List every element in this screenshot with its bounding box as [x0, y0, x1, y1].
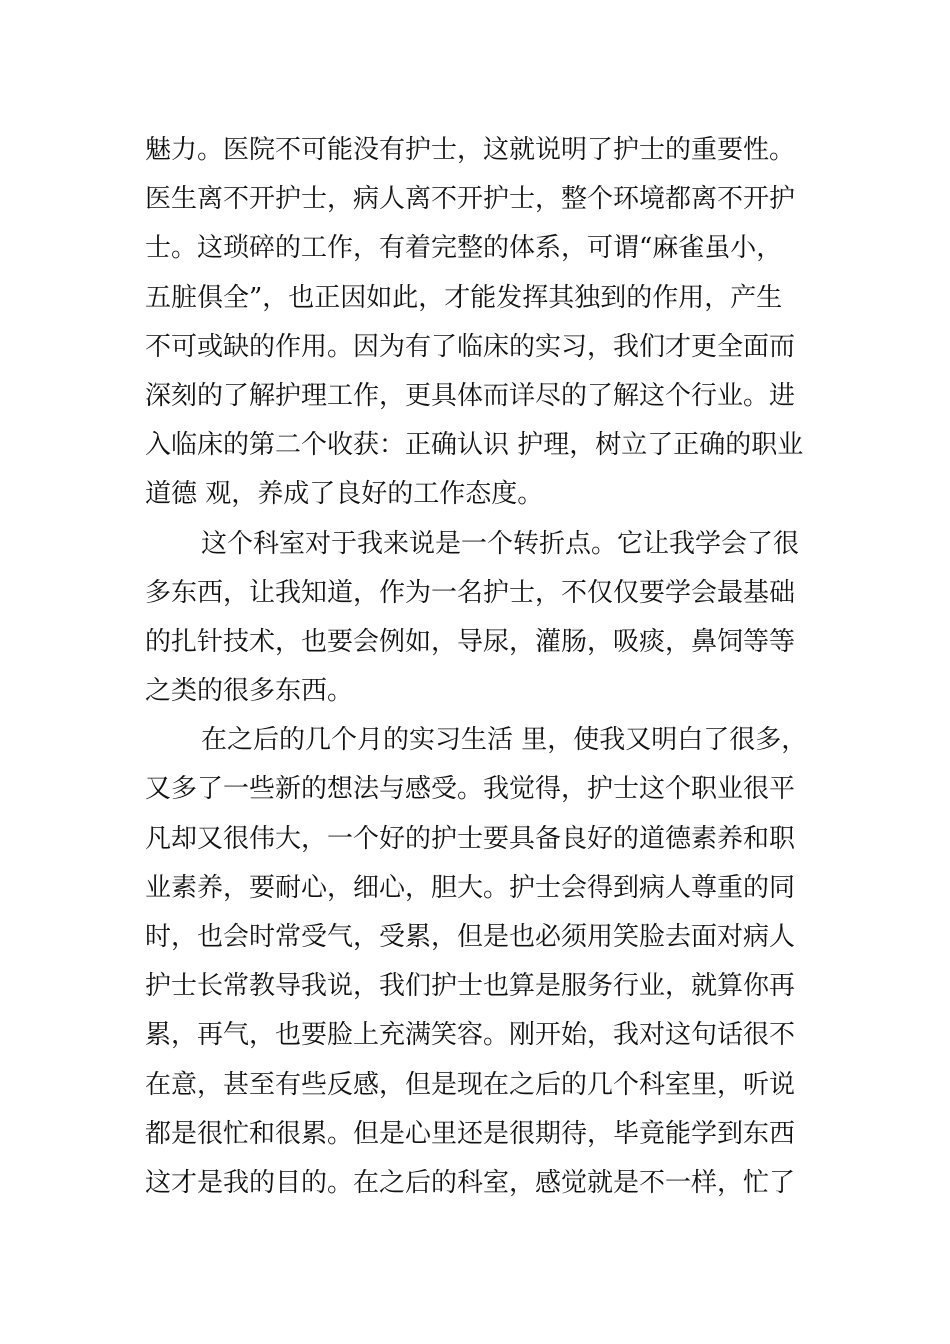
text-line: 深刻的了解护理工作，更具体而详尽的了解这个行业。进 [145, 380, 796, 411]
text-line: 业素养，要耐心，细心，胆大。护士会得到病人尊重的同 [145, 872, 796, 903]
text-line: 都是很忙和很累。但是心里还是很期待，毕竟能学到东西 [145, 1118, 796, 1149]
text-line: 医生离不开护士，病人离不开护士，整个环境都离不开护 [145, 184, 796, 215]
text-line: 时，也会时常受气，受累，但是也必须用笑脸去面对病人 [145, 922, 796, 952]
text-line: 不可或缺的作用。因为有了临床的实习，我们才更全面而 [145, 331, 796, 362]
text-line: 又多了一些新的想法与感受。我觉得，护士这个职业很平 [145, 774, 796, 805]
text-line: 护士长常教导我说，我们护士也算是服务行业，就算你再 [145, 971, 796, 1002]
text-line: 道德 观，养成了良好的工作态度。 [145, 479, 544, 510]
paragraph-start-line: 在之后的几个月的实习生活 里，使我又明白了很多， [201, 725, 808, 756]
body-text [145, 126, 825, 1208]
text-line: 魅力。医院不可能没有护士，这就说明了护士的重要性。 [145, 135, 796, 165]
text-line: 之类的很多东西。 [145, 676, 354, 707]
text-line: 这才是我的目的。在之后的科室，感觉就是不一样，忙了 [145, 1167, 796, 1198]
text-line: 凡却又很伟大，一个好的护士要具备良好的道德素养和职 [145, 823, 796, 854]
text-line: 累，再气，也要脸上充满笑容。刚开始，我对这句话很不 [145, 1020, 796, 1051]
text-line: 五脏俱全”，也正因如此，才能发挥其独到的作用，产生 [145, 282, 783, 313]
text-line: 的扎针技术，也要会例如，导尿，灌肠，吸痰，鼻饲等等 [145, 626, 796, 657]
text-line: 入临床的第二个收获：正确认识 护理，树立了正确的职业 [145, 430, 804, 461]
text-line: 多东西，让我知道，作为一名护士，不仅仅要学会最基础 [145, 577, 796, 608]
paragraph-start-line: 这个科室对于我来说是一个转折点。它让我学会了很 [201, 528, 800, 559]
text-line: 在意，甚至有些反感，但是现在之后的几个科室里，听说 [145, 1069, 796, 1100]
text-line: 士。这琐碎的工作，有着完整的体系，可谓“麻雀虽小， [145, 233, 783, 264]
